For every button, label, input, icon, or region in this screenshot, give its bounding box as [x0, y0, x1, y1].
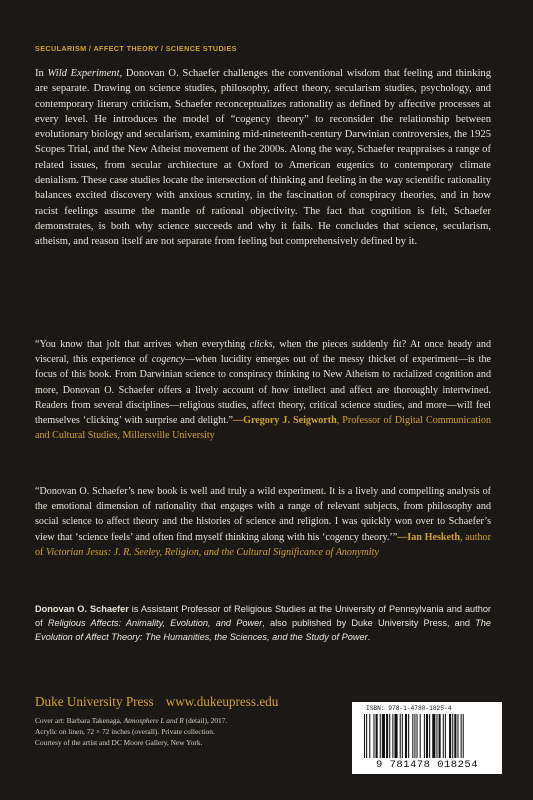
description-intro: In: [35, 68, 48, 79]
credit-line: [35, 715, 305, 726]
blurb-emphasis: cogency: [151, 354, 185, 366]
isbn-digits: 9 781478 018254: [375, 759, 478, 771]
credit-line: Acrylic on linen, 72 × 72 inches (overall). Private collection.: [35, 727, 215, 737]
blurb-author: —Ian Hesketh: [397, 531, 460, 543]
blurb-seigworth: [35, 337, 491, 443]
cover-credits: [35, 715, 305, 749]
credit-line: Courtesy of the artist and DC Moore Gallery, New York.: [35, 738, 203, 748]
bio-text: , also published by Duke University Press, and: [262, 618, 476, 629]
description-body: , Donovan O. Schaefer challenges the conventional wisdom that feeling and thinking are separate. Drawing on science studies, philosophy, affect theory, secularism studies, psychology, and contemporary literary criticism, Schaefer reconceptualizes rationality as defined by affective processes at every level. He introduces the model of “cogency theory” to reconsider the relationship between evolutionary biology and secularism, examining mid-nineteenth-century Darwinian controversies, the 1925 Scopes Trial, and the New Atheist movement of the 2000s. Along the way, Schaefer reappraises a range of related issues, from secular architecture at Oxford to American eugenics to contemporary climate denialism. These case studies locate the intersection of thinking and feeling in the way scientific rationality balances excited discovery with anxious scrutiny, in the fascination of conspiracy theories, and in how racist feelings assume the mantle of rational objectivity. The fact that cognition is felt, Schaefer demonstrates, is both why science succeeds and why it fails. He concludes that science, secularism, atheism, and reason itself are not separate from feeling but comprehensively defined by it.: [35, 68, 491, 248]
blurb-book-title: Victorian Jesus: J. R. Seeley, Religion, and the Cultural Significance of Anonymity: [45, 546, 379, 558]
book-description: [35, 66, 491, 250]
blurb-text: “Donovan O. Schaefer’s new book is well and truly a wild experiment. It is a lively and compelling analysis of the emotional dimension of rationality that engages with a range of relevant subjects, from philosophy and social science to affect theory and the histories of science and religion. I was quickly won over to Schaefer’s view that ‘science feels’ and often find myself thinking along with his ‘cogency theory.’”: [35, 486, 491, 543]
blurb-affiliation: , Professor of Digital Communication and Cultural Studies, Millersville University: [35, 415, 491, 442]
publisher-line: [35, 694, 278, 710]
blurb-text: —when lucidity emerges out of the messy thicket of experiment—is the focus of this book. From Darwinian science to conspiracy thinking to New Atheism to racialized cognition and more, Donovan O. Schaefer offers a lively account of how intellect and affect are thoroughly intertwined. Readers from several disciplines—religious studies, affect theory, critical science studies, and more—will feel themselves ‘clicking’ with surprise and delight.”: [35, 354, 491, 427]
barcode-icon: [362, 714, 492, 758]
book-title: Wild Experiment: [47, 68, 120, 79]
credit-text: Cover art: Barbara Takenaga,: [35, 716, 124, 725]
blurb-affiliation: , author of: [35, 531, 491, 558]
subject-categories: SECULARISM / AFFECT THEORY / SCIENCE STUDIES: [35, 44, 237, 53]
blurb-author: —Gregory J. Seigworth: [233, 415, 337, 427]
blurb-hesketh: [35, 484, 491, 560]
bio-text: .: [367, 632, 371, 643]
author-bio: [35, 602, 491, 645]
author-name: Donovan O. Schaefer: [35, 604, 129, 614]
isbn-label: ISBN: 978-1-4780-1825-4: [366, 705, 452, 712]
blurb-text: , when the pieces suddenly fit? At once heady and visceral, this experience of: [35, 339, 491, 366]
blurb-emphasis: clicks: [249, 339, 273, 350]
bio-text: is Assistant Professor of Religious Studies at the University of Pennsylvania and author of: [35, 604, 491, 629]
isbn-barcode: [352, 702, 502, 774]
publisher-url[interactable]: www.dukeupress.edu: [165, 694, 279, 709]
credit-text: (detail), 2017.: [183, 716, 228, 725]
bio-book-title: The Evolution of Affect Theory: The Humanities, the Sciences, and the Study of Power: [35, 618, 491, 643]
publisher-name: Duke University Press: [35, 694, 154, 709]
artwork-title: Atmosphere L and R: [123, 716, 184, 725]
bio-book-title: Religious Affects: Animality, Evolution, and Power: [47, 618, 263, 629]
blurb-text: “You know that jolt that arrives when everything: [35, 339, 250, 350]
